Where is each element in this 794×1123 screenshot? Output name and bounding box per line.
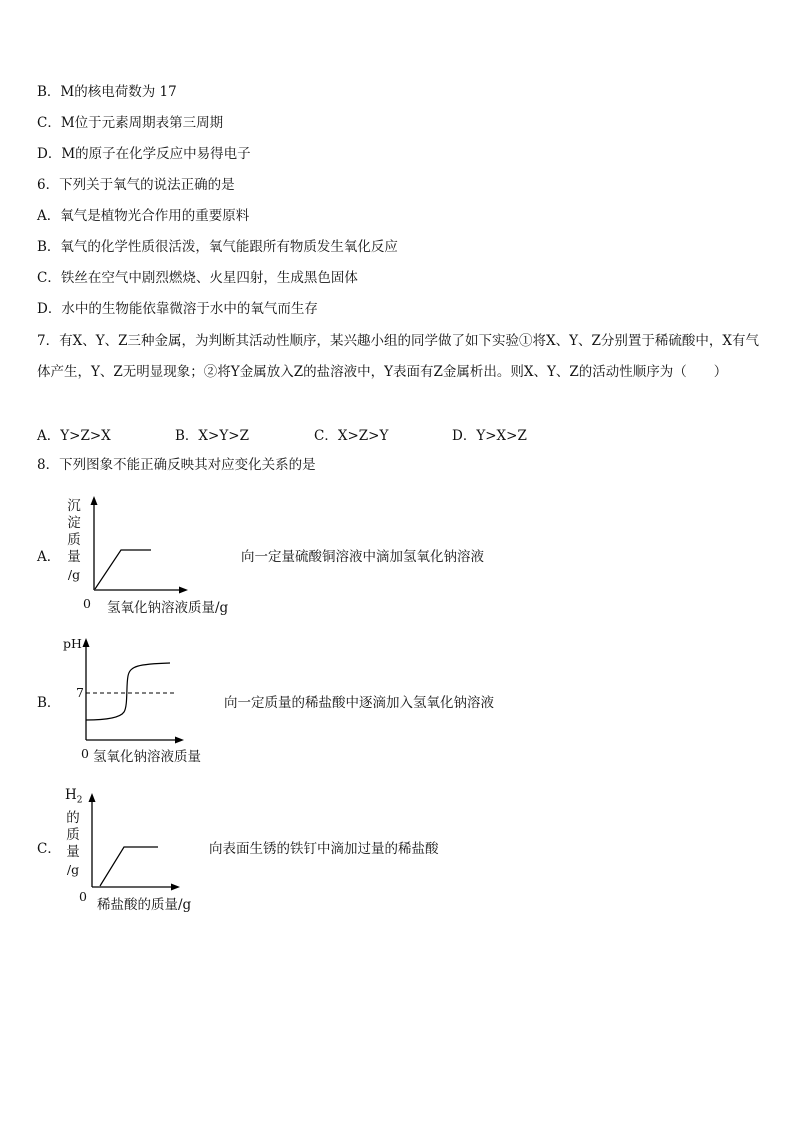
question-7-option-a: A．Y>Z>X (37, 428, 111, 444)
graph-b-y-label: pH (63, 636, 82, 651)
graph-a-origin: 0 (83, 596, 91, 611)
graph-a-plot (88, 496, 198, 596)
question-7-options (37, 424, 597, 444)
graph-b-description: 向一定质量的稀盐酸中逐滴加入氢氧化钠溶液 (224, 695, 494, 711)
graph-b-option-label: B． (37, 695, 61, 711)
question-7-option-b: B．X>Y>Z (175, 428, 249, 444)
graph-b-curve (86, 663, 170, 720)
graph-a-y-char: 淀 (67, 515, 81, 531)
graph-c-x-label: 稀盐酸的质量/g (97, 897, 192, 913)
graph-c-y-label (65, 787, 81, 878)
graph-c-curve (100, 847, 158, 886)
graph-c-y-h: H (65, 787, 77, 803)
graph-a-curve (95, 550, 151, 589)
graph-a-description: 向一定量硫酸铜溶液中滴加氢氧化钠溶液 (241, 549, 484, 565)
graph-b-x-arrow (175, 737, 184, 744)
graph-c-y-h2 (65, 787, 81, 810)
graph-a-y-arrow (91, 496, 98, 505)
question-6-option-c: C．铁丝在空气中剧烈燃烧、火星四射，生成黑色固体 (37, 270, 358, 286)
graph-c-y-char: /g (66, 861, 80, 877)
question-6-option-d: D．水中的生物能依靠微溶于水中的氧气而生存 (37, 301, 318, 317)
graph-c-plot (86, 791, 186, 891)
graph-c-x-arrow (171, 884, 180, 891)
graph-c-y-char: 量 (66, 843, 80, 860)
graph-a-y-char: 质 (67, 532, 81, 548)
graph-b-x-label: 氢氧化钠溶液质量 (93, 749, 201, 765)
question-6-option-b: B．氧气的化学性质很活泼，氧气能跟所有物质发生氧化反应 (37, 239, 398, 255)
graph-a-y-label (66, 498, 82, 583)
graph-a-x-label: 氢氧化钠溶液质量/g (107, 600, 229, 616)
graph-a-option-label: A． (37, 549, 61, 565)
graph-a-y-char: /g (67, 567, 81, 582)
question-7-option-c: C．X>Z>Y (314, 428, 389, 444)
graph-b-y-arrow (83, 638, 90, 647)
option-c-line: C．M位于元素周期表第三周期 (37, 115, 224, 131)
graph-c-y-char: 的 (66, 809, 80, 826)
graph-c-y-subscript: 2 (76, 795, 83, 806)
question-6-option-a: A．氧气是植物光合作用的重要原料 (37, 208, 250, 224)
graph-b-plot (80, 636, 190, 746)
option-b-line: B．M的核电荷数为 17 (37, 84, 177, 100)
graph-a-y-char: 量 (67, 549, 81, 565)
question-6-stem: 6．下列关于氧气的说法正确的是 (37, 177, 235, 193)
graph-a-y-char: 沉 (67, 498, 81, 514)
graph-c-option-label: C． (37, 841, 61, 857)
question-7-option-d: D．Y>X>Z (452, 428, 527, 444)
graph-a-x-arrow (179, 587, 188, 594)
option-d-line: D．M的原子在化学反应中易得电子 (37, 146, 251, 162)
graph-c-origin: 0 (79, 889, 87, 904)
question-8-stem: 8．下列图象不能正确反映其对应变化关系的是 (37, 457, 316, 473)
graph-b-tick-7: 7 (76, 685, 84, 700)
graph-c-y-arrow (89, 793, 96, 802)
question-7-stem: 7．有X、Y、Z三种金属，为判断其活动性顺序，某兴趣小组的同学做了如下实验①将X、Y、Z分别置于稀硫酸中，X有气体产生，Y、Z无明显现象；②将Y金属放入Z的盐溶液中，Y表面有Z金属析出。则X、Y、Z的活动性顺序为（ ） (37, 333, 760, 380)
graph-c-description: 向表面生锈的铁钉中滴加过量的稀盐酸 (209, 841, 439, 857)
graph-b-origin: 0 (81, 746, 89, 761)
graph-c-y-char: 质 (66, 826, 80, 843)
